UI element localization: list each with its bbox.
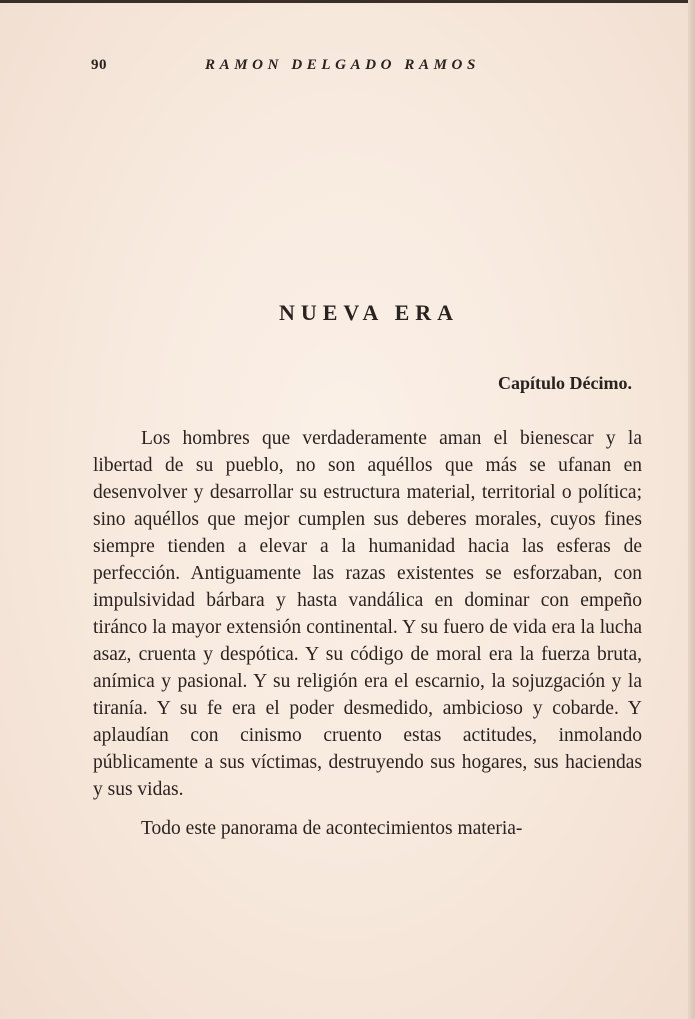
- body-text: [93, 425, 642, 854]
- paragraph-1: Los hombres que verdaderamente aman el bienescar y la libertad de su pueblo, no son aquéllos que más se ufanan en desenvolver y desarrollar su estructura material, territorial o política; sino aquéllos que mejor cumplen sus deberes morales, cuyos fines siempre tienden a elevar a la humanidad hacia las esferas de perfección. Antiguamente las razas existentes se esforzaban, con impulsividad bárbara y hasta vandálica en dominar con empeño tiránco la mayor extensión continental. Y su fuero de vida era la lucha asaz, cruenta y despótica. Y su código de moral era la fuerza bruta, anímica y pasional. Y su religión era el escarnio, la sojuzgación y la tiranía. Y su fe era el poder desmedido, ambicioso y cobarde. Y aplaudían con cinismo cruento estas actitudes, inmolando públicamente a sus víctimas, destruyendo sus hogares, sus haciendas y sus vidas.: [93, 428, 642, 800]
- page-header: [0, 57, 688, 81]
- page-edge-shadow: [688, 0, 695, 1019]
- paragraph-2: Todo este panorama de acontecimientos materia-: [141, 818, 523, 839]
- page-number: 90: [91, 57, 107, 73]
- chapter-heading: Capítulo Décimo.: [498, 373, 632, 393]
- running-head: RAMON DELGADO RAMOS: [205, 57, 480, 73]
- section-title: NUEVA ERA: [278, 300, 460, 325]
